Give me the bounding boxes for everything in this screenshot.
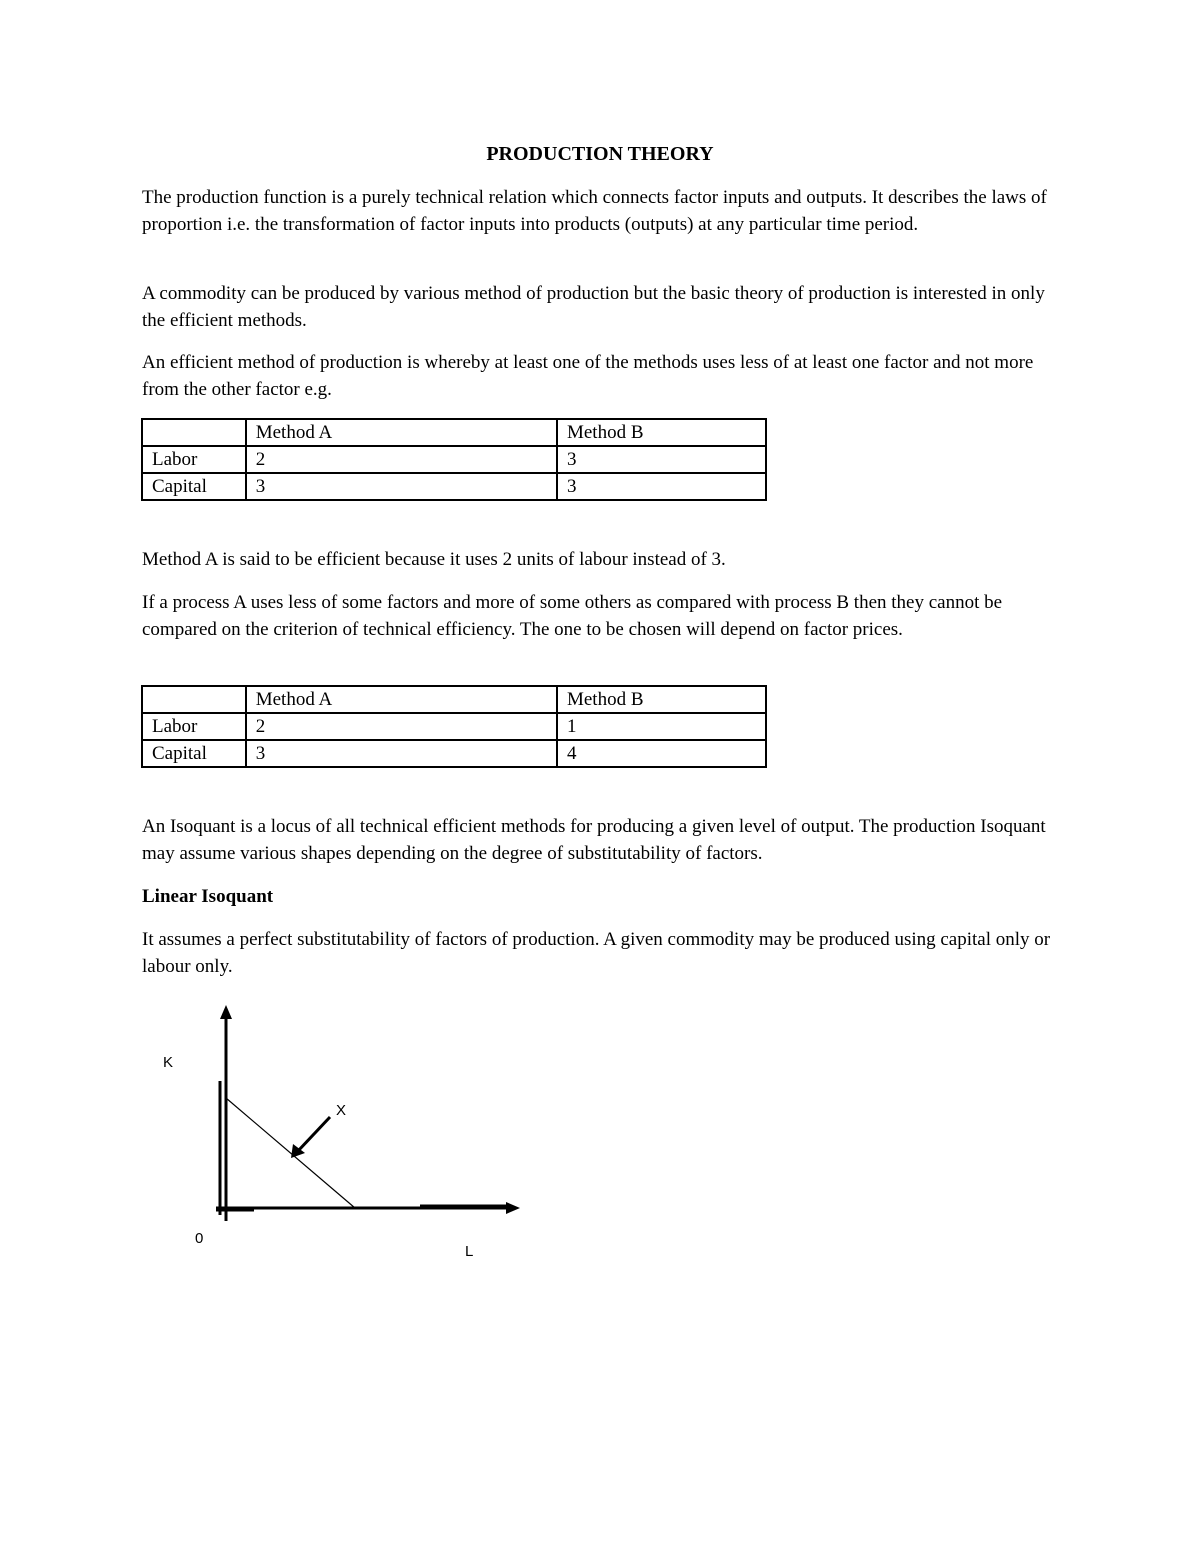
process-comparison-paragraph: If a process A uses less of some factors and more of some others as compared with process B then they cannot be compared on the criterion of technical efficiency. The one to be chosen will depend on factor prices. xyxy=(142,592,1003,640)
table-cell: Capital xyxy=(142,473,246,500)
efficiency-table-2 xyxy=(141,685,767,768)
table-cell xyxy=(142,686,246,713)
curve-label: X xyxy=(336,1102,347,1119)
commodity-paragraph: A commodity can be produced by various method of production but the basic theory of production is interested in only the efficient methods. xyxy=(142,283,1045,331)
table-cell: 1 xyxy=(557,713,766,740)
page-title: PRODUCTION THEORY xyxy=(486,143,714,165)
y-axis-arrowhead xyxy=(220,1005,232,1019)
table-row xyxy=(142,713,766,740)
x-axis-arrowhead xyxy=(506,1202,520,1214)
table-cell: 3 xyxy=(246,473,557,500)
table-row xyxy=(142,446,766,473)
table-cell: Labor xyxy=(142,713,246,740)
table-row xyxy=(142,473,766,500)
linear-isoquant-heading: Linear Isoquant xyxy=(142,886,274,907)
linear-isoquant-paragraph: It assumes a perfect substitutability of factors of production. A given commodity may be produced using capital only or labour only. xyxy=(142,929,1051,977)
pointer-arrow-shaft xyxy=(298,1117,330,1151)
table-cell: Method A xyxy=(246,419,557,446)
table-cell xyxy=(142,419,246,446)
table-cell: Method A xyxy=(246,686,557,713)
table-cell: 3 xyxy=(246,740,557,767)
table-cell: 4 xyxy=(557,740,766,767)
origin-label: 0 xyxy=(195,1230,204,1247)
method-a-efficient-paragraph: Method A is said to be efficient because it uses 2 units of labour instead of 3. xyxy=(142,549,726,570)
intro-paragraph: The production function is a purely technical relation which connects factor inputs and outputs. It describes the laws of proportion i.e. the transformation of factor inputs into products (outputs) at any particular time period. xyxy=(142,187,1047,235)
isoquant-definition-paragraph: An Isoquant is a locus of all technical efficient methods for producing a given level of output. The production Isoquant may assume various shapes depending on the degree of substitutability of factors. xyxy=(142,816,1046,864)
table-cell: Labor xyxy=(142,446,246,473)
table-cell: Method B xyxy=(557,419,766,446)
table-cell: 3 xyxy=(557,446,766,473)
table-cell: 2 xyxy=(246,713,557,740)
linear-isoquant-diagram xyxy=(150,995,550,1275)
table-header-row xyxy=(142,419,766,446)
table-header-row xyxy=(142,686,766,713)
efficient-method-paragraph: An efficient method of production is whereby at least one of the methods uses less of at least one factor and not more from the other factor e.g. xyxy=(142,352,1034,400)
x-axis-label: L xyxy=(465,1243,474,1260)
y-axis-label: K xyxy=(163,1054,174,1071)
efficiency-table-1 xyxy=(141,418,767,501)
table-cell: 2 xyxy=(246,446,557,473)
table-cell: Capital xyxy=(142,740,246,767)
table-cell: 3 xyxy=(557,473,766,500)
table-cell: Method B xyxy=(557,686,766,713)
table-row xyxy=(142,740,766,767)
